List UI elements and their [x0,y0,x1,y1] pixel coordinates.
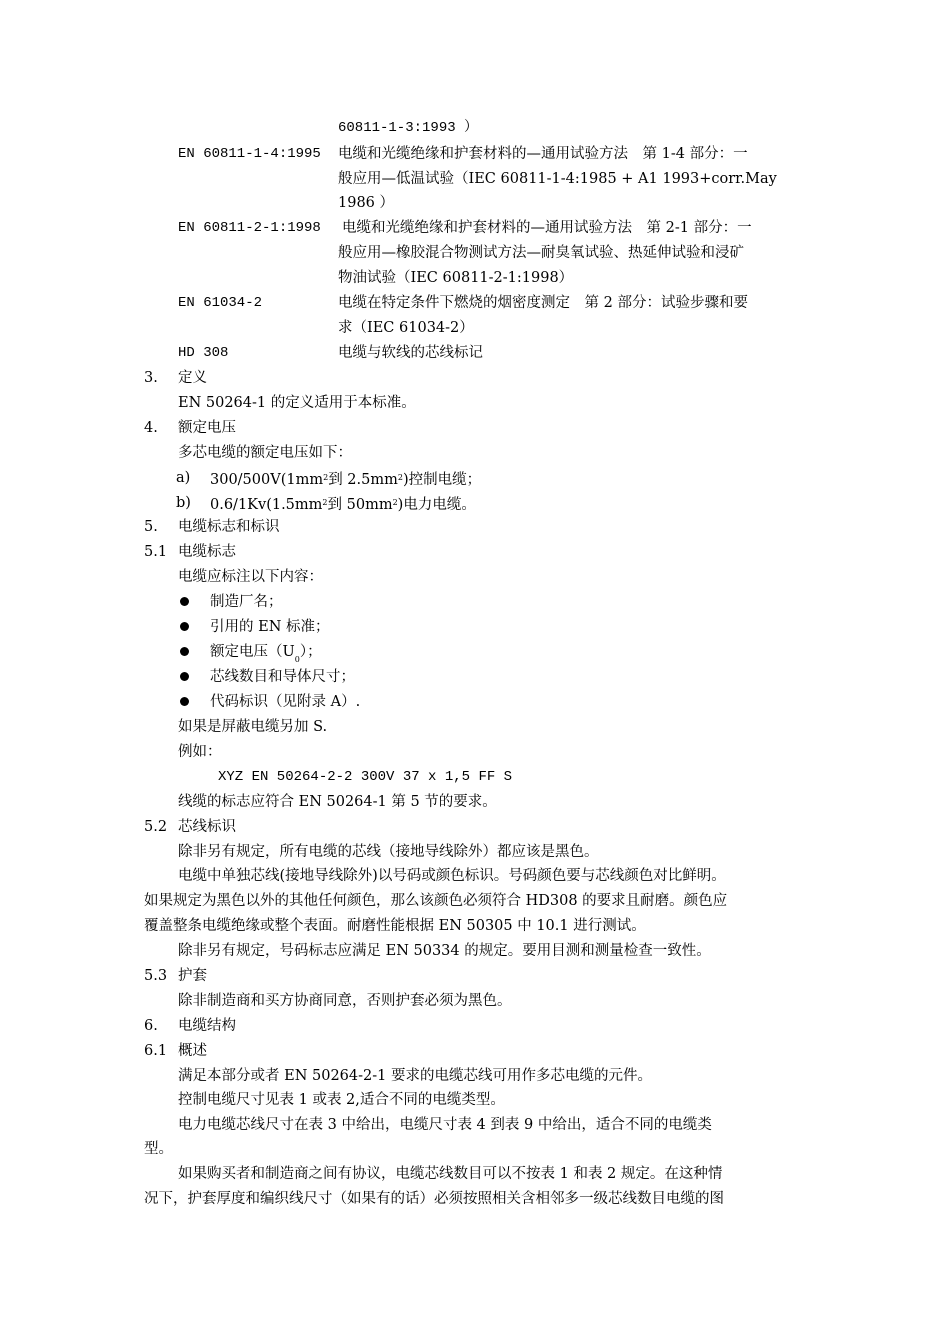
sheath-paragraph: 除非制造商和买方协商同意，否则护套必须为黑色。 [178,993,512,1009]
ref-3-title-line-3: 物油试验（IEC 60811-2-1:1998） [338,270,574,286]
ref-2-title-line-1: 电缆和光缆绝缘和护套材料的—通用试验方法 第 1-4 部分：一 [338,146,748,162]
section-6-number: 6. [144,1018,158,1034]
bullet-icon [180,622,189,631]
section-4-intro: 多芯电缆的额定电压如下： [178,445,352,461]
core-id-paragraph-2-line-2: 如果规定为黑色以外的其他任何颜色，那么该颜色必须符合 HD308 的要求且耐磨。颜色应 [144,893,728,909]
section-4-number: 4. [144,420,158,436]
ref-1-continuation: 60811-1-3:1993 ） [338,120,479,136]
section-5-3-number: 5.3 [144,968,168,984]
ref-3-title-line-1: 电缆和光缆绝缘和护套材料的—通用试验方法 第 2-1 部分：一 [342,220,752,236]
general-paragraph-1: 满足本部分或者 EN 50264-2-1 要求的电缆芯线可用作多芯电缆的元件。 [178,1068,652,1084]
section-6-1-number: 6.1 [144,1043,168,1059]
core-id-paragraph-1: 除非另有规定，所有电缆的芯线（接地导线除外）都应该是黑色。 [178,844,599,860]
core-id-paragraph-2-line-1: 电缆中单独芯线(接地导线除外)以号码或颜色标识。号码颜色要与芯线颜色对比鲜明。 [178,868,726,884]
section-5-1-number: 5.1 [144,544,168,560]
general-paragraph-3-line-2: 型。 [144,1141,173,1157]
section-6-1-heading: 概述 [178,1043,207,1059]
ref-2-title-line-3: 1986 ） [338,195,395,211]
section-3-heading: 定义 [178,370,207,386]
mark-item-core-count: 芯线数目和导体尺寸； [210,669,355,685]
mark-item-manufacturer: 制造厂名； [210,594,283,610]
mark-item-code: 代码标识（见附录 A）. [210,694,361,710]
ref-3-code: EN 60811-2-1:1998 [178,220,321,236]
ref-5-code: HD 308 [178,345,229,361]
section-5-2-number: 5.2 [144,819,168,835]
rated-voltage-control-cable: $300/500V(1mm^2$到 $2.5mm^2$)控制电缆； [210,472,482,488]
section-5-3-heading: 护套 [178,968,207,984]
bullet-icon [180,697,189,706]
ref-2-code: EN 60811-1-4:1995 [178,146,321,162]
general-paragraph-4-line-2: 况下，护套厚度和编织线尺寸（如果有的话）必须按照相关含相邻多一级芯线数目电缆的图 [144,1191,724,1207]
section-5-1-intro: 电缆应标注以下内容： [178,569,323,585]
rated-voltage-power-cable: $0.6/1Kv(1.5mm^2$到 $50mm^2$)电力电缆。 [210,497,476,513]
section-3-number: 3. [144,370,158,386]
ref-3-title-line-2: 般应用—橡胶混合物测试方法—耐臭氧试验、热延伸试验和浸矿 [338,245,744,261]
section-5-1-heading: 电缆标志 [178,544,236,560]
ref-4-code: EN 61034-2 [178,295,263,311]
example-label: 例如： [178,744,222,760]
section-5-2-heading: 芯线标识 [178,819,236,835]
bullet-icon [180,647,189,656]
ref-5-title-line-1: 电缆与软线的芯线标记 [338,345,483,361]
list-label-a: a) [176,470,191,486]
list-label-b: b) [176,495,191,511]
shield-note: 如果是屏蔽电缆另加 S. [178,719,328,735]
ref-2-title-line-2: 般应用—低温试验（IEC 60811-1-4:1985 + A1 1993+corr.May [338,171,777,187]
core-id-paragraph-3: 除非另有规定，号码标志应满足 EN 50334 的规定。要用目测和测量检查一致性。 [178,943,711,959]
mark-item-rated-voltage: 额定电压$(U_0)$； [210,644,322,664]
bullet-icon [180,672,189,681]
section-5-number: 5. [144,519,158,535]
section-6-heading: 电缆结构 [178,1018,236,1034]
ref-4-title-line-1: 电缆在特定条件下燃烧的烟密度测定 第 2 部分：试验步骤和要 [338,295,748,311]
section-5-heading: 电缆标志和标识 [178,519,280,535]
section-3-body: EN 50264-1 的定义适用于本标准。 [178,395,416,411]
mark-item-en-standard: 引用的 EN 标准； [210,619,330,635]
section-4-heading: 额定电压 [178,420,236,436]
general-paragraph-3-line-1: 电力电缆芯线尺寸在表 3 中给出，电缆尺寸表 4 到表 9 中给出，适合不同的电缆类 [178,1117,712,1133]
general-paragraph-2: 控制电缆尺寸见表 1 或表 2,适合不同的电缆类型。 [178,1092,505,1108]
bullet-icon [180,597,189,606]
ref-4-title-line-2: 求（IEC 61034-2） [338,320,474,336]
general-paragraph-4-line-1: 如果购买者和制造商之间有协议，电缆芯线数目可以不按表 1 和表 2 规定。在这种情 [178,1166,723,1182]
marking-conformity: 线缆的标志应符合 EN 50264-1 第 5 节的要求。 [178,794,497,810]
marking-example: XYZ EN 50264-2-2 300V 37 x 1,5 FF S [218,769,513,785]
core-id-paragraph-2-line-3: 覆盖整条电缆绝缘或整个表面。耐磨性能根据 EN 50305 中 10.1 进行测试。 [144,918,646,934]
